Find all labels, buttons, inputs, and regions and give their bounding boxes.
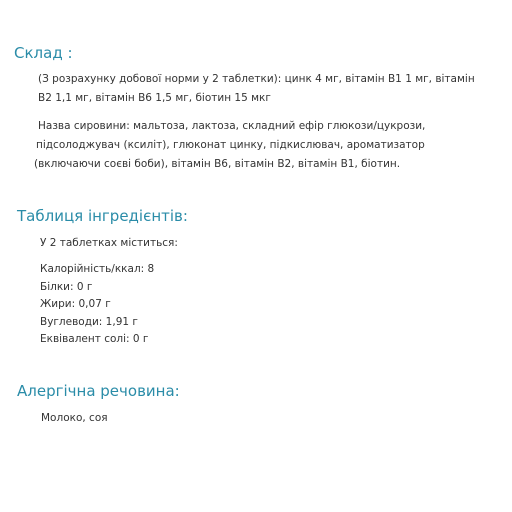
allergens-heading: Алергічна речовина: (17, 382, 180, 400)
nutrition-list (40, 261, 154, 349)
composition-ingredients-line: Назва сировини: мальтоза, лактоза, складний ефір глюкози/цукрози, (38, 120, 426, 132)
composition-ingredients-line: підсолоджувач (ксиліт), глюконат цинку, підкислювач, ароматизатор (36, 139, 425, 151)
nutrition-row: Жири: 0,07 г (40, 298, 111, 310)
composition-ingredients (34, 117, 426, 174)
nutrition-row: Вуглеводи: 1,91 г (40, 315, 138, 328)
composition-intro-line: В2 1,1 мг, вітамін В6 1,5 мг, біотин 15 мкг (38, 92, 271, 104)
nutrition-heading: Таблиця інгредієнтів: (17, 207, 188, 225)
nutrition-row: Еквівалент солі: 0 г (40, 333, 149, 345)
nutrition-row: Білки: 0 г (40, 280, 93, 293)
nutrition-intro: У 2 таблетках міститься: (40, 237, 178, 249)
composition-heading: Склад : (14, 44, 73, 62)
composition-intro-line: (З розрахунку добової норми у 2 таблетки): цинк 4 мг, вітамін В1 1 мг, вітамін (38, 73, 475, 85)
composition-ingredients-line: (включаючи соєві боби), вітамін В6, вітамін В2, вітамін В1, біотин. (34, 158, 401, 170)
allergens-text: Молоко, соя (41, 412, 108, 424)
composition-intro (38, 70, 475, 108)
nutrition-row: Калорійність/ккал: 8 (40, 263, 155, 275)
